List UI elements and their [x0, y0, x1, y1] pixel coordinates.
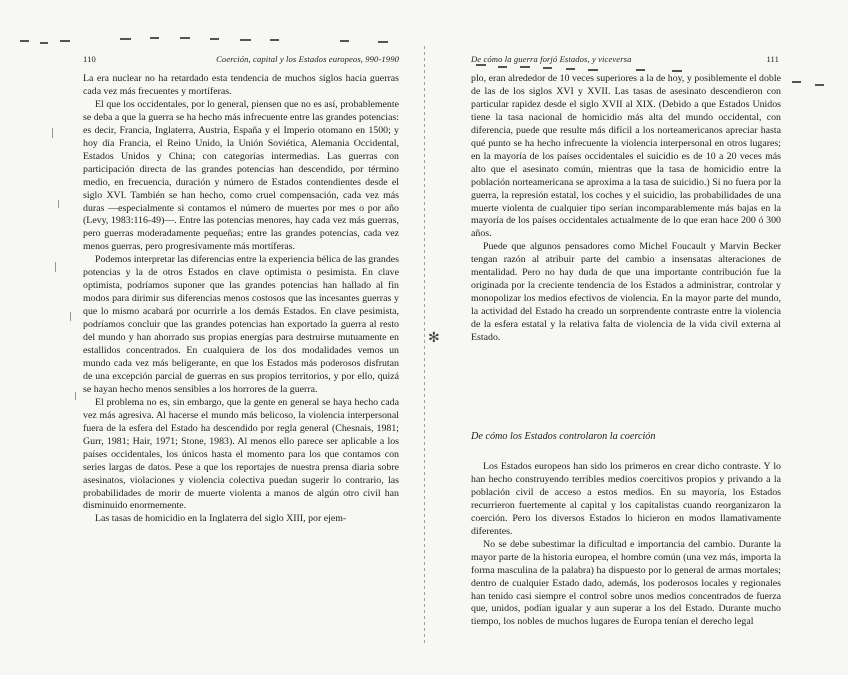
asterisk-margin-mark: ✻ [428, 331, 440, 346]
paragraph: Podemos interpretar las diferencias entre la experiencia bélica de las grandes potencias y la de otros Estados en clave optimista o pesimista. En clave optimista, podríamos suponer que las grandes potencias han hallado al fin modos para dirimir sus diferencias menos costosos que las incesantes guerras y que lo mismo acabará por ocurrirle a los demás Estados. En clave pesimista, podríamos concluir que las grandes potencias han exportado la guerra al resto del mundo y han ahorrado sus propias energías para destruirse mutuamente en estallidos concentrados. En cualquiera de los dos modalidades vemos un mundo cada vez más beligerante, en que los Estados más poderosos disfrutan de una excepción parcial de guerras en sus propios territorios, y por ello, quizá se hayan hecho menos sensibles a los horrores de la guerra. [83, 254, 399, 395]
right-section-text [471, 461, 781, 629]
paragraph: Los Estados europeos han sido los primeros en crear dicho contraste. Y lo han hecho construyendo terribles medios coercitivos propios y privando a la población civil de acceso a estos medios. En su mayoría, los Estados recurrieron fuertemente al capital y los capitalistas cuando reorganizaron la coerción. Pero los diversos Estados lo hicieron en modos llamativamente diferentes. [471, 461, 781, 537]
right-page-number: 111 [766, 54, 779, 64]
section-heading: De cómo los Estados controlaron la coerción [471, 431, 656, 442]
paragraph: El problema no es, sin embargo, que la gente en general se haya hecho cada vez más agresiva. Al hacerse el mundo más belicoso, la violencia interpersonal fuera de la esfera del Estado ha descendido por regla general (Chesnais, 1981; Gurr, 1981; Hair, 1971; Stone, 1983). Al menos ello parece ser aplicable a los países occidentales, los únicos hasta el momento para los que contamos con series largas de datos. Pese a que los reportajes de nuestra prensa diaria sobre asesinatos, violaciones y violencia colectiva puedan sugerir lo contrario, las probabilidades de morir de muerte violenta a manos de algún otro civil han disminuido enormemente. [83, 396, 399, 512]
left-page-number: 110 [83, 54, 96, 64]
right-body-text [471, 73, 781, 345]
left-running-title: Coerción, capital y los Estados europeos, 990-1990 [216, 54, 399, 64]
paragraph: El que los occidentales, por lo general, piensen que no es así, probablemente se deba a que la guerra se ha hecho más infrecuente entre las grandes potencias: es decir, Francia, Inglaterra, Austria, España y el Imperio otomano en 1500; y hoy día Francia, el Reino Unido, la Unión Soviética, Alemania Occidental, Estados Unidos y China; con categorías intermedias. Las guerras con participación directa de las grandes potencias han descendido, por término medio, en frecuencia, duración y número de Estados contendientes desde el siglo XVI. También se han hecho, como cruel compensación, cada vez más duras —especialmente si contamos el número de muertes por mes o por año (Levy, 1983:116-49)—. Entre las potencias menores, hay cada vez más guerras, pero guerras moderadamente pequeñas; entre las grandes potencias, cada vez menos guerras, pero progresivamente más mortíferas. [83, 98, 399, 253]
paragraph: La era nuclear no ha retardado esta tendencia de muchos siglos hacia guerras cada vez más frecuentes y mortíferas. [83, 73, 399, 97]
paragraph: Puede que algunos pensadores como Michel Foucault y Marvin Becker tengan razón al atribuir parte del cambio a insensatas alteraciones de mentalidad. Pero no hay duda de que una importante contribución fue la originada por la creciente tendencia de los Estados a administrar, controlar y monopolizar los medios efectivos de violencia. En la mayor parte del mundo, la actividad del Estado ha creado un sorprendente contraste entre la violencia de la esfera estatal y la relativa falta de violencia de la vida civil externa al Estado. [471, 241, 781, 344]
paragraph: plo, eran alrededor de 10 veces superiores a la de hoy, y posiblemente el doble de las de los siglos XVI y XVII. Las tasas de asesinato descendieron con particular rapidez desde el siglo XVII al XIX. (Debido a que Estados Unidos tiene la tasa nacional de homicidio más alta del mundo occidental, con diferencia, puede que resulte más difícil a los norteamericanos apreciar hasta qué punto se ha hecho infrecuente la violencia interpersonal en otros lugares; en la mayoría de los países occidentales el suicidio es de 10 a 20 veces más alto que el asesinato común, mientras que la tasa de homicidio entre la población norteamericana se aproxima a la tasa de suicidio.) Si no fuera por la guerra, la represión estatal, los coches y el suicidio, las probabilidades de una muerte violenta de cualquier tipo serían incomparablemente más bajas en la mayoría de los países occidentales actualmente de lo que eran hace 200 ó 300 años. [471, 73, 781, 240]
paragraph: Las tasas de homicidio en la Inglaterra del siglo XIII, por ejem- [95, 513, 347, 525]
left-body-text [83, 73, 399, 526]
right-page [424, 0, 848, 675]
paragraph: No se debe subestimar la dificultad e importancia del cambio. Durante la mayor parte de la historia europea, el hombre común (una vez más, importa la forma masculina de la palabra) ha dispuesto por lo general de armas mortales; dentro de cualquier Estado dado, además, los poderosos locales y regionales han tenido casi siempre el control sobre unos medios concentrados de fuerza que, unidos, podían igualar y aun superar a los del Estado. Durante mucho tiempo, los nobles de muchos lugares de Europa tenían el derecho legal [471, 538, 781, 628]
right-running-title: De cómo la guerra forjó Estados, y viceversa [471, 54, 632, 64]
